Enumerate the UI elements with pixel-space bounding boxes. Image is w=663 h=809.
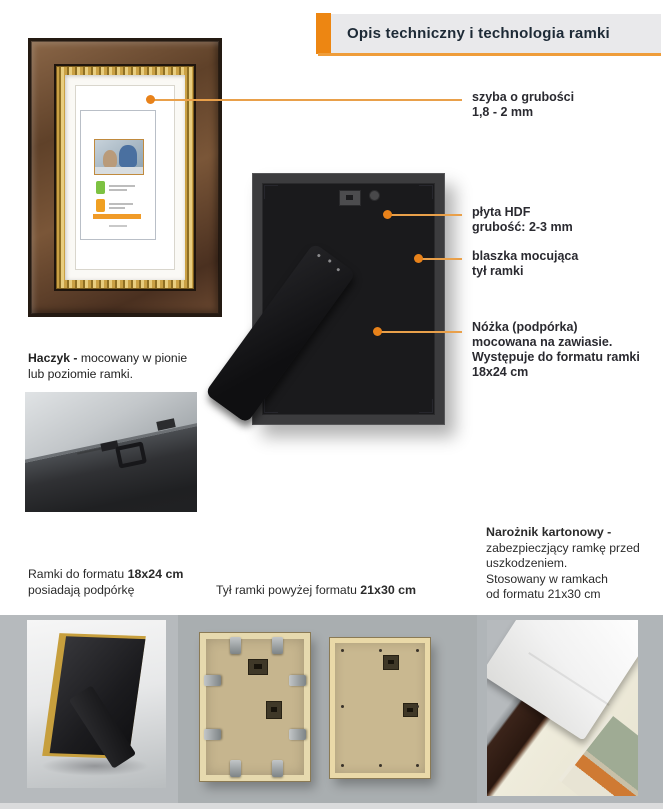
hanger-hardware <box>266 701 282 719</box>
photo-frame-back-plain <box>330 638 430 778</box>
callout-dot-hdf <box>383 210 392 219</box>
callout-line-plate <box>422 258 462 260</box>
callout-text-hdf: płyta HDF grubość: 2-3 mm <box>472 205 573 234</box>
screw <box>341 764 344 767</box>
insert-orange-bar <box>93 214 141 219</box>
callout-dot-glass <box>146 95 155 104</box>
hook-note: Haczyk - mocowany w pionie lub poziomie ramki. <box>28 351 188 381</box>
metal-clip <box>204 675 221 686</box>
callout-line-hdf <box>391 214 462 216</box>
caption-stand: Ramki do formatu 18x24 cm posiadają podpórkę <box>28 567 184 597</box>
metal-clip <box>272 760 283 777</box>
caption-corner: Narożnik kartonowy - zabezpieczjący ramkę przed uszkodzeniem. Stosowany w ramkach od formatu 21x30 cm <box>486 525 640 601</box>
photo-frame-back-clips <box>200 633 310 781</box>
page-title: Opis techniczny i technologia ramki <box>347 25 610 42</box>
callout-line-stand <box>381 331 462 333</box>
callout-text-plate: blaszka mocująca tył ramki <box>472 249 579 278</box>
insert-sample-photo <box>94 139 144 175</box>
screw <box>379 649 382 652</box>
header-underline <box>318 53 661 56</box>
hanger-hardware <box>339 190 361 206</box>
callout-dot-stand <box>373 327 382 336</box>
callout-text-stand: Nóżka (podpórka) mocowana na zawiasie. Występuje do formatu ramki 18x24 cm <box>472 320 640 379</box>
header <box>331 14 661 53</box>
insert-size-row <box>96 181 135 194</box>
callout-line-glass <box>154 99 462 101</box>
screw <box>416 764 419 767</box>
sample-photo-foreground <box>95 167 143 174</box>
insert-fine-print <box>109 225 127 227</box>
screw <box>379 764 382 767</box>
sample-photo-figure <box>103 150 117 168</box>
screw <box>416 705 419 708</box>
green-size-icon <box>96 181 105 194</box>
hanger-hole <box>369 190 380 201</box>
photo-frame-with-stand <box>27 620 166 788</box>
metal-clip <box>230 637 241 654</box>
corner-brace <box>264 399 278 413</box>
size-text-lines <box>109 183 135 193</box>
screw <box>416 649 419 652</box>
corner-brace <box>419 399 433 413</box>
metal-clip <box>204 729 221 740</box>
metal-clip <box>272 637 283 654</box>
frame-back-photo <box>252 173 445 425</box>
ornate-frame-photo <box>28 38 222 317</box>
insert-size-row <box>96 199 133 212</box>
photo-corner-protector <box>487 620 638 796</box>
orange-size-icon <box>96 199 105 212</box>
callout-text-glass: szyba o grubości 1,8 - 2 mm <box>472 90 575 119</box>
size-text-lines <box>109 201 133 211</box>
hook-photo <box>25 392 197 512</box>
frame-insert-label <box>80 110 156 240</box>
callout-dot-plate <box>414 254 423 263</box>
header-accent-bar <box>316 13 331 54</box>
metal-clip <box>289 675 306 686</box>
corner-brace <box>419 185 433 199</box>
frame-edge <box>25 417 197 512</box>
screw <box>341 649 344 652</box>
metal-clip <box>289 729 306 740</box>
ground-shadow <box>41 756 149 776</box>
photo-strip-bottom-edge <box>0 803 663 809</box>
hanger-hardware <box>248 659 268 675</box>
corner-brace <box>264 185 278 199</box>
screw <box>341 705 344 708</box>
caption-back: Tył ramki powyżej formatu 21x30 cm <box>216 583 417 597</box>
sample-photo-figure <box>119 145 137 167</box>
metal-clip <box>230 760 241 777</box>
hanger-hardware <box>383 655 399 670</box>
